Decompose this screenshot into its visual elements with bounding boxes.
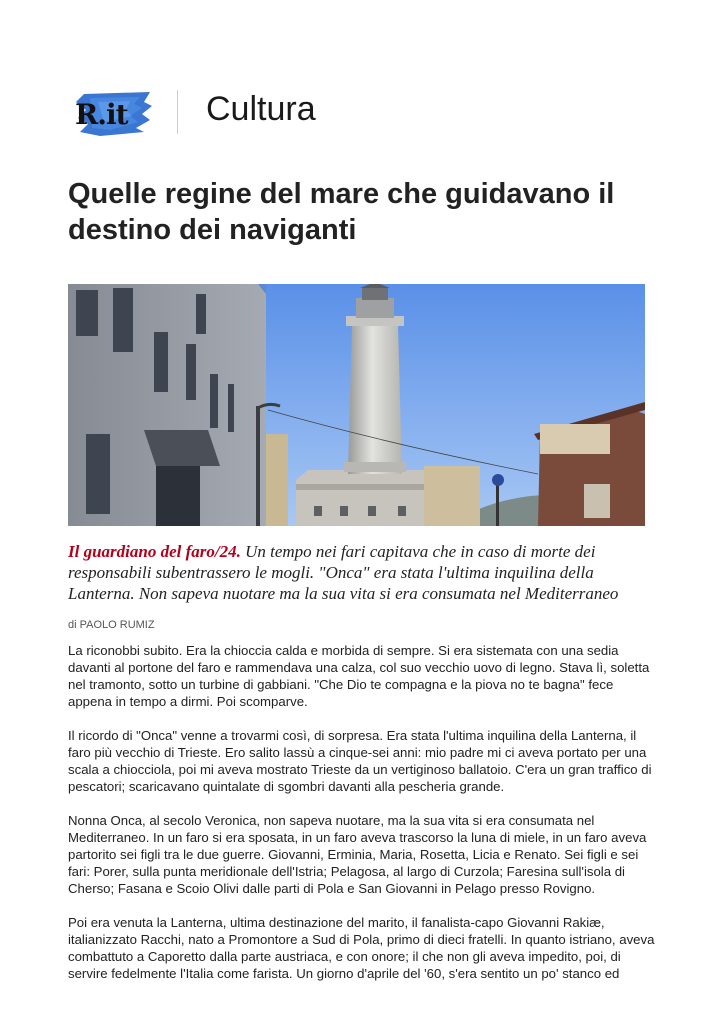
logo-text: R.it: [75, 98, 128, 131]
section-title[interactable]: Cultura: [206, 90, 316, 128]
byline: di PAOLO RUMIZ: [68, 619, 155, 631]
repubblica-logo[interactable]: [70, 88, 152, 138]
paragraph: Poi era venuta la Lanterna, ultima destinazione del marito, il fanalista-capo Giovanni Rakiæ, italianizzato Racchi, nato a Promontore a Sud di Pola, primo di dieci fratelli. In quanto istriano, aveva combattuto a Caporetto dalla parte austriaca, e con onore; il che non gli aveva impedito, poi, di servire fedelmente l'Italia come farista. Un giorno d'aprile del '60, s'era sentito un po' stanco ed: [68, 915, 655, 981]
paragraph: La riconobbi subito. Era la chioccia calda e morbida di sempre. Si era sistemata con una sedia davanti al portone del faro e rammendava una calza, col suo vecchio uovo di legno. Stava lì, soletta nel tramonto, sotto un turbine di gabbiani. "Che Dio te compagna e la piova no te bagna" fece appena in tempo a dirmi. Poi scomparve.: [68, 643, 650, 709]
paragraph: Il ricordo di "Onca" venne a trovarmi così, di sorpresa. Era stata l'ultima inquilina della Lanterna, il faro più vecchio di Trieste. Ero salito lassù a cinque-sei anni: mio padre mi ci aveva portato per una scala a chiocciola, poi mi aveva mostrato Trieste da un vertiginoso ballatoio. C'era un gran traffico di pescatori; scaricavano quintalate di sgombri davanti alla pescheria grande.: [68, 728, 652, 794]
lighthouse-photo-illustration: [68, 284, 645, 526]
lead-kicker: Il guardiano del faro/24.: [68, 542, 241, 561]
site-header: [70, 84, 370, 140]
lead-text: Un tempo nei fari capitava che in caso di morte dei responsabili subentrassero le mogli. "Onca" era stata l'ultima inquilina della Lanterna. Non sapeva nuotare ma la sua vita si era consumata nel Mediterraneo: [68, 542, 619, 603]
article-lead: [68, 541, 648, 604]
header-divider: [177, 90, 178, 134]
article-photo: [68, 284, 645, 526]
article-body: [68, 642, 658, 999]
paragraph: Nonna Onca, al secolo Veronica, non sapeva nuotare, ma la sua vita si era consumata nel Mediterraneo. In un faro si era sposata, in un faro aveva trascorso la luna di miele, in un faro aveva partorito sei figli tra le due guerre. Giovanni, Erminia, Maria, Rosetta, Licia e Renato. Sei figli e sei fari: Porer, sulla punta meridionale dell'Istria; Pelagosa, al largo di Curzola; Faresina sull'isola di Cherso; Fasana e Scoio Olivi dalle parti di Pola e San Giovanni in Pelago presso Rovigno.: [68, 813, 647, 896]
article-title: Quelle regine del mare che guidavano il destino dei naviganti: [68, 178, 615, 246]
